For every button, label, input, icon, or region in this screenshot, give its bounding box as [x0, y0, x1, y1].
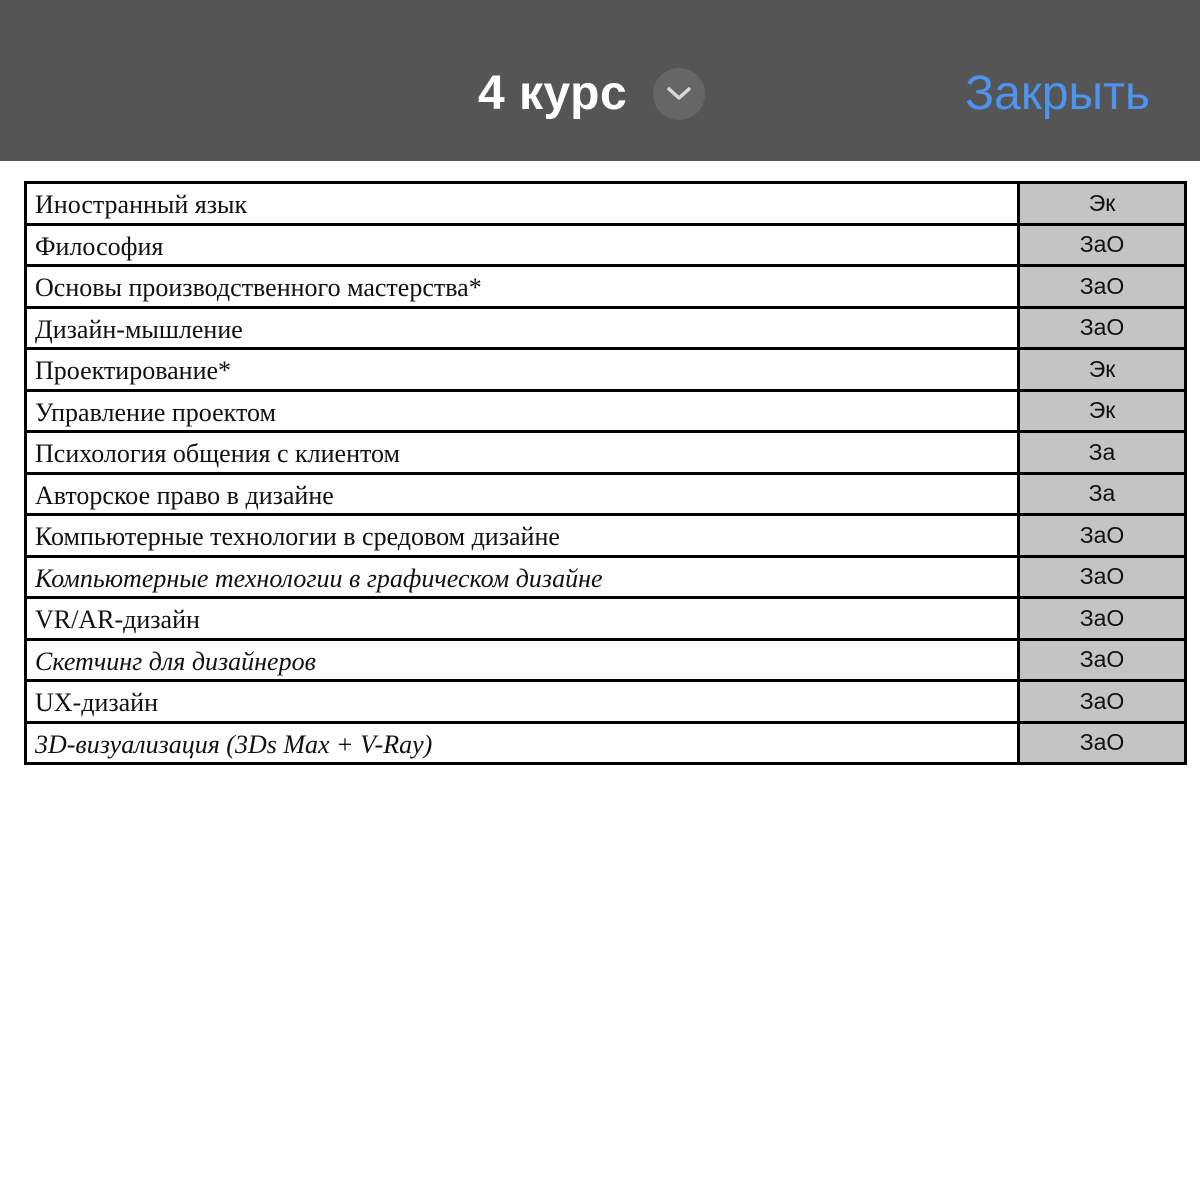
subjects-table — [24, 181, 1187, 765]
subject-cell: Основы производственного мастерства* — [26, 266, 1019, 308]
subjects-table-body — [26, 183, 1186, 764]
subject-cell: 3D-визуализация (3Ds Max + V-Ray) — [26, 722, 1019, 764]
assessment-cell: ЗаО — [1019, 224, 1186, 266]
assessment-cell: Эк — [1019, 390, 1186, 432]
close-button[interactable]: Закрыть — [965, 67, 1150, 120]
table-row — [26, 473, 1186, 515]
table-row — [26, 390, 1186, 432]
table-row — [26, 349, 1186, 391]
assessment-cell: За — [1019, 473, 1186, 515]
assessment-cell: ЗаО — [1019, 681, 1186, 723]
assessment-cell: ЗаО — [1019, 556, 1186, 598]
chevron-down-icon — [666, 86, 692, 102]
title-group[interactable] — [478, 62, 705, 126]
assessment-cell: ЗаО — [1019, 722, 1186, 764]
subject-cell: Управление проектом — [26, 390, 1019, 432]
assessment-cell: ЗаО — [1019, 515, 1186, 557]
table-row — [26, 681, 1186, 723]
subject-cell: Компьютерные технологии в средовом дизайне — [26, 515, 1019, 557]
subject-cell: Скетчинг для дизайнеров — [26, 639, 1019, 681]
assessment-cell: ЗаО — [1019, 598, 1186, 640]
subject-cell: UX-дизайн — [26, 681, 1019, 723]
assessment-cell: ЗаО — [1019, 307, 1186, 349]
table-row — [26, 722, 1186, 764]
table-row — [26, 598, 1186, 640]
subject-cell: Иностранный язык — [26, 183, 1019, 225]
subject-cell: Компьютерные технологии в графическом дизайне — [26, 556, 1019, 598]
subject-cell: Проектирование* — [26, 349, 1019, 391]
table-row — [26, 515, 1186, 557]
table-row — [26, 556, 1186, 598]
table-row — [26, 183, 1186, 225]
subject-cell: Авторское право в дизайне — [26, 473, 1019, 515]
assessment-cell: Эк — [1019, 349, 1186, 391]
subject-cell: Психология общения с клиентом — [26, 432, 1019, 474]
table-row — [26, 307, 1186, 349]
assessment-cell: ЗаО — [1019, 266, 1186, 308]
assessment-cell: За — [1019, 432, 1186, 474]
page-title[interactable]: 4 курс — [478, 67, 628, 120]
subject-cell: Дизайн-мышление — [26, 307, 1019, 349]
table-row — [26, 224, 1186, 266]
top-bar — [0, 0, 1200, 161]
subjects-table-container — [24, 181, 1187, 765]
subject-cell: VR/AR-дизайн — [26, 598, 1019, 640]
assessment-cell: ЗаО — [1019, 639, 1186, 681]
subject-cell: Философия — [26, 224, 1019, 266]
course-dropdown-button[interactable] — [653, 68, 705, 120]
table-row — [26, 432, 1186, 474]
table-row — [26, 266, 1186, 308]
table-row — [26, 639, 1186, 681]
assessment-cell: Эк — [1019, 183, 1186, 225]
